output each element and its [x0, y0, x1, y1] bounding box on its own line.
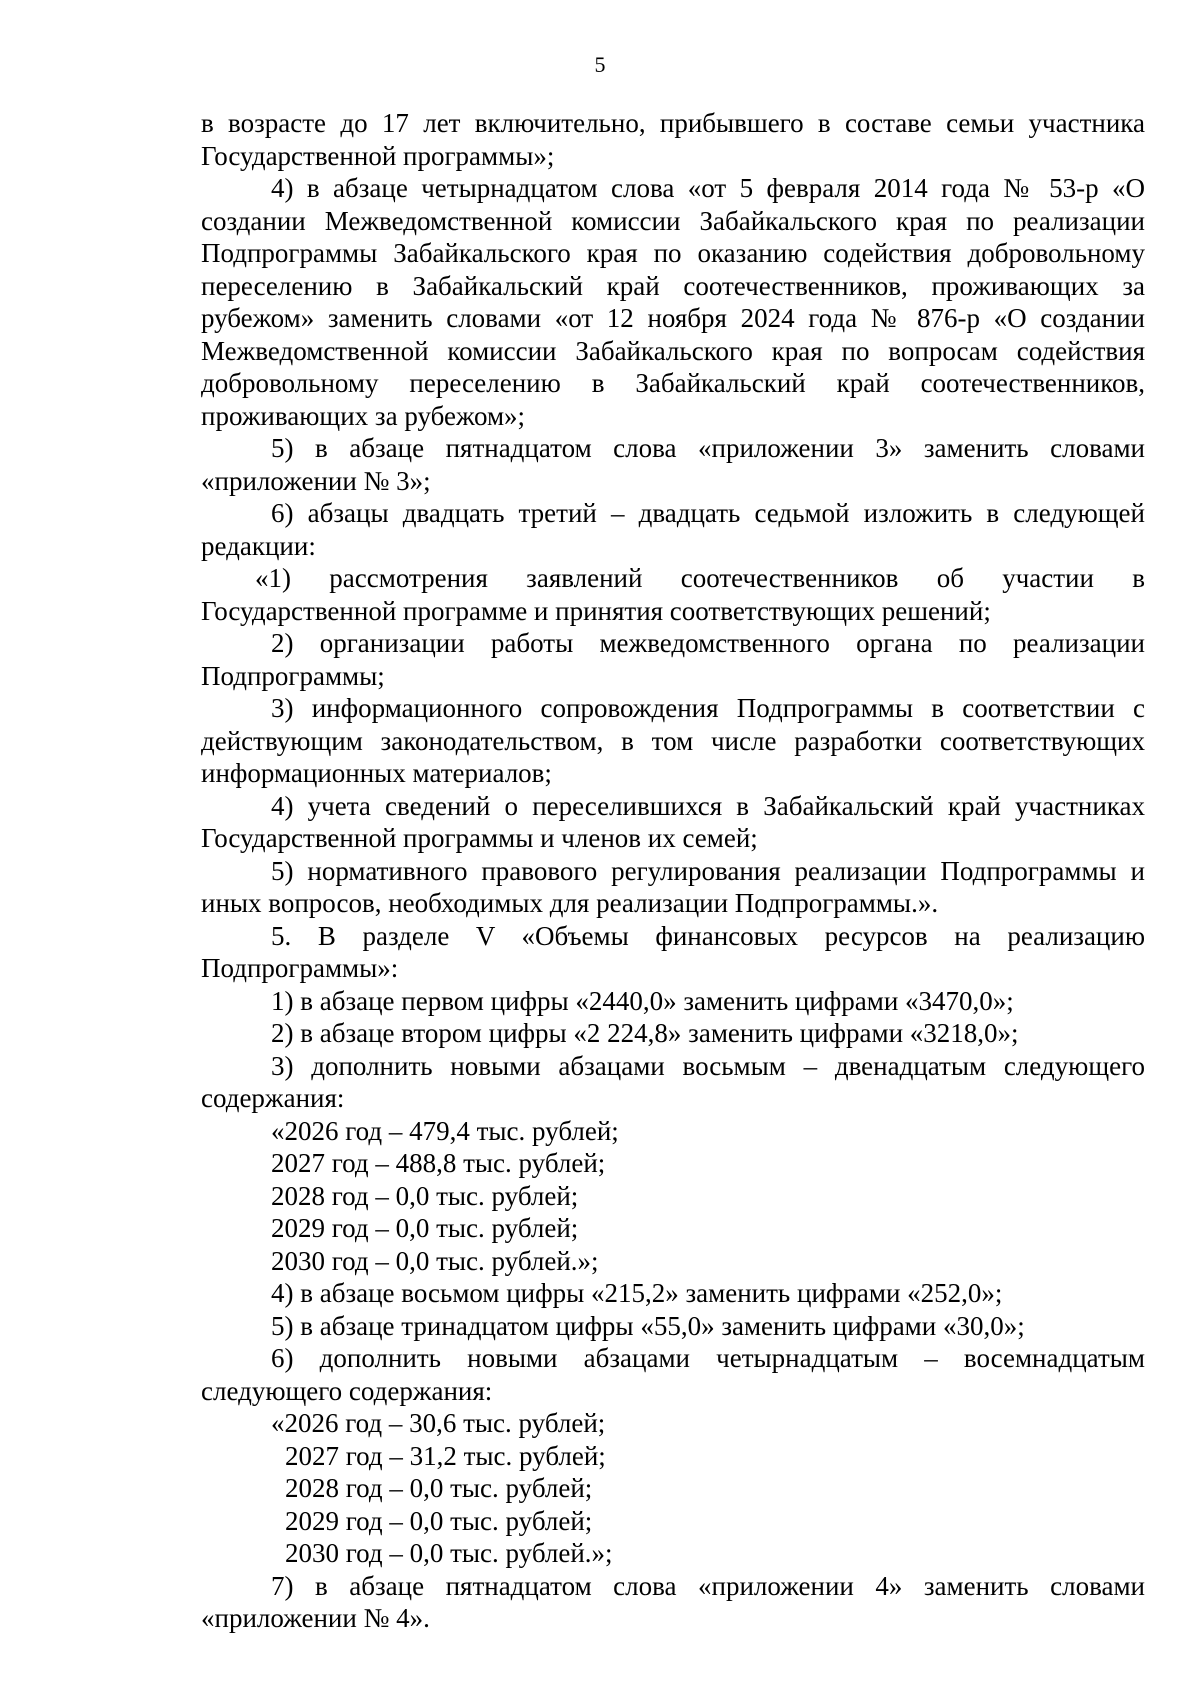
paragraph: 4) в абзаце четырнадцатом слова «от 5 февраля 2014 года № 53-р «О создании Межведомственной комиссии Забайкальского края по реализации Подпрограммы Забайкальского края по оказанию содействия добровольному переселению в Забайкальский край соотечественников, проживающих за рубежом» заменить словами «от 12 ноября 2024 года № 876-р «О создании Межведомственной комиссии Забайкальского края по вопросам содействия добровольному переселению в Забайкальский край соотечественников, проживающих за рубежом»; [201, 173, 1145, 431]
paragraph: 2030 год – 0,0 тыс. рублей.»; [271, 1245, 599, 1276]
paragraph: 2029 год – 0,0 тыс. рублей; [271, 1213, 579, 1243]
paragraph: 3) дополнить новыми абзацами восьмым – двенадцатым следующего содержания: [201, 1050, 1145, 1113]
paragraph: 1) в абзаце первом цифры «2440,0» заменить цифрами «3470,0»; [271, 985, 1014, 1016]
paragraph: 5) нормативного правового регулирования реализации Подпрограммы и иных вопросов, необходимых для реализации Подпрограммы.». [201, 855, 1145, 918]
paragraph: 2029 год – 0,0 тыс. рублей; [285, 1505, 593, 1536]
paragraph: 5) в абзаце тринадцатом цифры «55,0» заменить цифрами «30,0»; [271, 1310, 1025, 1341]
paragraph: 6) абзацы двадцать третий – двадцать седьмой изложить в следующей редакции: [201, 498, 1145, 561]
paragraph: 5) в абзаце пятнадцатом слова «приложении 3» заменить словами «приложении № 3»; [201, 433, 1145, 496]
paragraph: 2028 год – 0,0 тыс. рублей; [271, 1180, 579, 1211]
paragraph: 4) в абзаце восьмом цифры «215,2» заменить цифрами «252,0»; [271, 1278, 1003, 1308]
paragraph: «2026 год – 30,6 тыс. рублей; [271, 1408, 606, 1438]
paragraph: 7) в абзаце пятнадцатом слова «приложении 4» заменить словами «приложении № 4». [201, 1570, 1145, 1633]
paragraph: «1) рассмотрения заявлений соотечественников об участии в Государственной программе и принятия соответствующих решений; [201, 563, 1145, 626]
paragraph: 3) информационного сопровождения Подпрограммы в соответствии с действующим законодательством, в том числе разработки соответствующих информационных материалов; [201, 693, 1145, 788]
paragraph: 6) дополнить новыми абзацами четырнадцатым – восемнадцатым следующего содержания: [201, 1343, 1145, 1406]
paragraph: 2028 год – 0,0 тыс. рублей; [285, 1473, 593, 1503]
page-number: 5 [594, 52, 606, 77]
paragraph: в возрасте до 17 лет включительно, прибывшего в составе семьи участника Государственной программы»; [201, 108, 1145, 171]
paragraph: 2) в абзаце втором цифры «2 224,8» заменить цифрами «3218,0»; [271, 1018, 1019, 1048]
paragraph: 5. В разделе V «Объемы финансовых ресурсов на реализацию Подпрограммы»: [201, 920, 1145, 983]
paragraph: «2026 год – 479,4 тыс. рублей; [271, 1115, 619, 1146]
paragraph: 2030 год – 0,0 тыс. рублей.»; [285, 1538, 613, 1568]
paragraph: 2) организации работы межведомственного органа по реализации Подпрограммы; [201, 628, 1145, 691]
paragraph: 2027 год – 488,8 тыс. рублей; [271, 1148, 606, 1178]
paragraph: 2027 год – 31,2 тыс. рублей; [285, 1440, 606, 1471]
paragraph: 4) учета сведений о переселившихся в Забайкальский край участниках Государственной программы и членов их семей; [201, 790, 1145, 853]
document-body [201, 107, 1145, 1635]
